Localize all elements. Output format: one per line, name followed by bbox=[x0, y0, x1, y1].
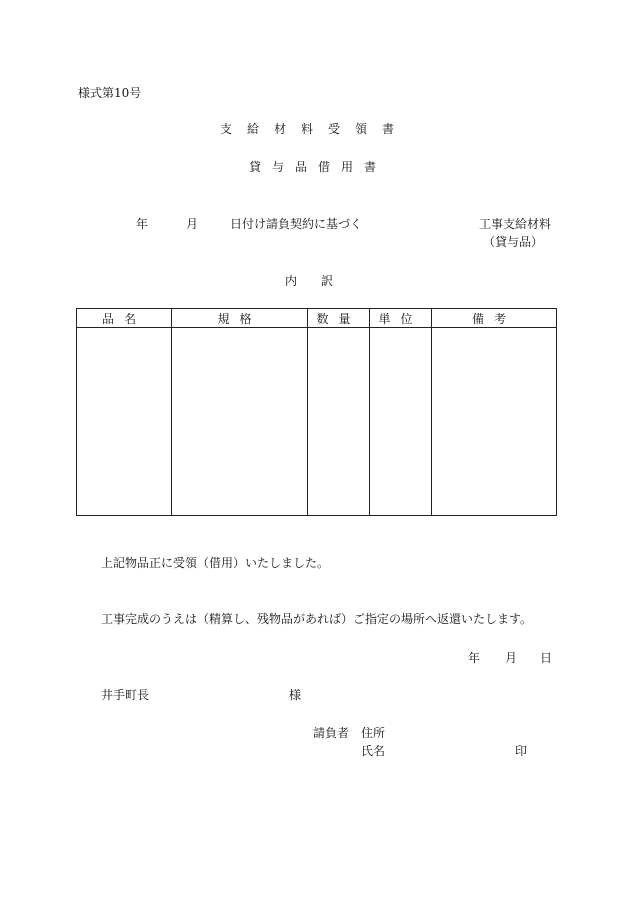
return-statement: 工事完成のうえは（精算し、残物品があれば）ご指定の場所へ返還いたします。 bbox=[101, 612, 533, 626]
cell-specification[interactable] bbox=[172, 328, 308, 516]
date-month-label: 月 bbox=[505, 651, 518, 665]
cell-remarks[interactable] bbox=[432, 328, 557, 516]
breakdown-table bbox=[76, 308, 557, 516]
contract-year-label: 年 bbox=[136, 217, 149, 231]
column-header-remarks: 備考 bbox=[432, 309, 557, 328]
column-header-unit: 単位 bbox=[370, 309, 432, 328]
address-label: 住所 bbox=[361, 726, 386, 740]
contract-basis-text: 日付け請負契約に基づく bbox=[230, 217, 363, 231]
item-type-label: 工事支給材料 bbox=[479, 217, 552, 231]
table-header-row bbox=[77, 309, 557, 328]
contractor-label: 請負者 bbox=[313, 726, 350, 740]
cell-quantity[interactable] bbox=[308, 328, 370, 516]
receipt-statement: 上記物品正に受領（借用）いたしました。 bbox=[101, 556, 330, 570]
table-row bbox=[77, 328, 557, 516]
document-title: 支給材料受領書 bbox=[220, 122, 410, 136]
form-number: 様式第10号 bbox=[78, 86, 142, 100]
column-header-quantity: 数量 bbox=[308, 309, 370, 328]
document-subtitle: 貸与品借用書 bbox=[249, 160, 388, 174]
cell-unit[interactable] bbox=[370, 328, 432, 516]
date-day-label: 日 bbox=[540, 651, 553, 665]
column-header-item-name: 品名 bbox=[77, 309, 172, 328]
seal-label: 印 bbox=[515, 744, 528, 758]
item-type-alt-label: （貸与品） bbox=[483, 235, 544, 249]
name-label: 氏名 bbox=[361, 744, 386, 758]
addressee-name: 井手町長 bbox=[101, 688, 150, 702]
contract-month-label: 月 bbox=[186, 217, 199, 231]
date-year-label: 年 bbox=[468, 651, 481, 665]
breakdown-heading: 内 訳 bbox=[285, 274, 340, 288]
cell-item-name[interactable] bbox=[77, 328, 172, 516]
column-header-specification: 規格 bbox=[172, 309, 308, 328]
addressee-honorific: 様 bbox=[289, 688, 302, 702]
